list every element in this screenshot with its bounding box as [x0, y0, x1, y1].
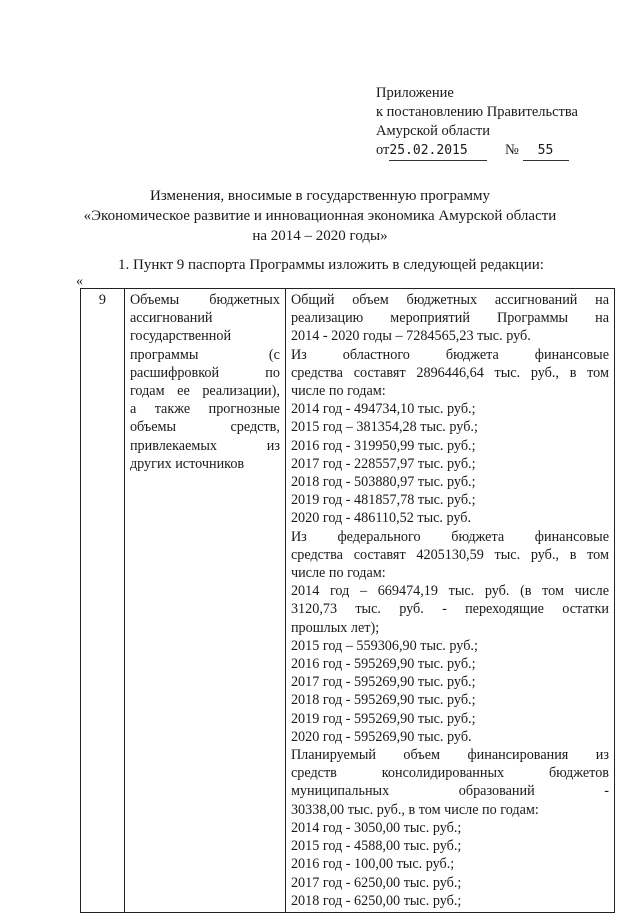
- date-value: 25.02.2015: [389, 141, 487, 161]
- title-line-3: на 2014 – 2020 годы»: [252, 228, 388, 244]
- name-line: годам ее реализации),: [129, 383, 280, 400]
- title-line-2: «Экономическое развитие и инновационная экономика Амурской области: [83, 208, 557, 224]
- municipal-line: средств консолидированных бюджетов: [290, 765, 609, 782]
- name-line: расшифровкой по: [129, 364, 280, 381]
- federal-2014-line: 2014 год – 669474,19 тыс. руб. (в том числе: [290, 583, 609, 600]
- appendix-header: [376, 84, 578, 161]
- federal-line: Из федерального бюджета финансовые: [290, 528, 609, 545]
- municipal-year: 2017 год - 6250,00 тыс. руб.;: [290, 874, 462, 891]
- number-prefix: №: [505, 142, 519, 158]
- municipal-year: 2018 год - 6250,00 тыс. руб.;: [290, 892, 462, 909]
- name-line: ассигнований: [129, 310, 213, 327]
- federal-year: 2020 год - 595269,90 тыс. руб.: [290, 728, 472, 745]
- municipal-year: 2015 год - 4588,00 тыс. руб.;: [290, 838, 462, 855]
- municipal-line: муниципальных образований -: [290, 783, 609, 800]
- date-prefix: от: [376, 142, 390, 158]
- federal-year: 2018 год - 595269,90 тыс. руб.;: [290, 692, 476, 709]
- regional-year: 2018 год - 503880,97 тыс. руб.;: [290, 474, 476, 491]
- federal-2014-line: 3120,73 тыс. руб. - переходящие остатки: [290, 601, 609, 618]
- federal-year: 2017 год - 595269,90 тыс. руб.;: [290, 674, 476, 691]
- federal-year: 2015 год – 559306,90 тыс. руб.;: [290, 637, 478, 654]
- regional-year: 2014 год - 494734,10 тыс. руб.;: [290, 401, 476, 418]
- document-title: [0, 186, 640, 246]
- municipal-line: Планируемый объем финансирования из: [290, 747, 609, 764]
- appendix-line-1: Приложение: [376, 85, 454, 101]
- name-line: государственной: [129, 328, 232, 345]
- federal-year: 2019 год - 595269,90 тыс. руб.;: [290, 710, 476, 727]
- name-line: объемы средств,: [129, 419, 280, 436]
- municipal-total-line: 30338,00 тыс. руб., в том числе по годам:: [290, 801, 539, 818]
- total-line: Общий объем бюджетных ассигнований на: [290, 292, 609, 308]
- row-content-cell: [285, 289, 614, 913]
- total-line: реализацию мероприятий Программы на: [290, 310, 609, 327]
- intro-paragraph: 1. Пункт 9 паспорта Программы изложить в следующей редакции:: [118, 257, 544, 273]
- regional-year: 2020 год - 486110,52 тыс. руб.: [290, 510, 472, 527]
- title-line-1: Изменения, вносимые в государственную программу: [150, 188, 490, 204]
- passport-table: [80, 288, 615, 913]
- regional-year: 2019 год - 481857,78 тыс. руб.;: [290, 492, 476, 509]
- regional-line: Из областного бюджета финансовые: [290, 346, 609, 363]
- regional-line: средства составят 2896446,64 тыс. руб., в том: [290, 364, 609, 381]
- opening-quote: «: [76, 274, 83, 289]
- regional-year: 2015 год – 381354,28 тыс. руб.;: [290, 419, 478, 436]
- table-row: [81, 289, 615, 913]
- row-name-cell: [124, 289, 285, 913]
- regional-year: 2017 год - 228557,97 тыс. руб.;: [290, 455, 476, 472]
- total-line: 2014 - 2020 годы – 7284565,23 тыс. руб.: [290, 328, 531, 345]
- name-line: других источников: [129, 455, 245, 472]
- appendix-line-2: к постановлению Правительства: [376, 104, 578, 120]
- name-line: Объемы бюджетных: [129, 292, 280, 308]
- federal-line: средства составят 4205130,59 тыс. руб., в том: [290, 546, 609, 563]
- federal-year: 2016 год - 595269,90 тыс. руб.;: [290, 656, 476, 673]
- appendix-date-line: [376, 141, 578, 161]
- name-line: а также прогнозные: [129, 401, 280, 418]
- number-value: 55: [523, 141, 569, 161]
- municipal-year: 2016 год - 100,00 тыс. руб.;: [290, 856, 455, 873]
- regional-line: числе по годам:: [290, 383, 386, 400]
- federal-2014-line: прошлых лет);: [290, 619, 380, 636]
- federal-line: числе по годам:: [290, 565, 386, 582]
- regional-year: 2016 год - 319950,99 тыс. руб.;: [290, 437, 476, 454]
- appendix-line-3: Амурской области: [376, 123, 490, 139]
- row-number: 9: [81, 289, 125, 913]
- municipal-year: 2014 год - 3050,00 тыс. руб.;: [290, 819, 462, 836]
- name-line: привлекаемых из: [129, 437, 280, 454]
- name-line: программы (с: [129, 346, 280, 363]
